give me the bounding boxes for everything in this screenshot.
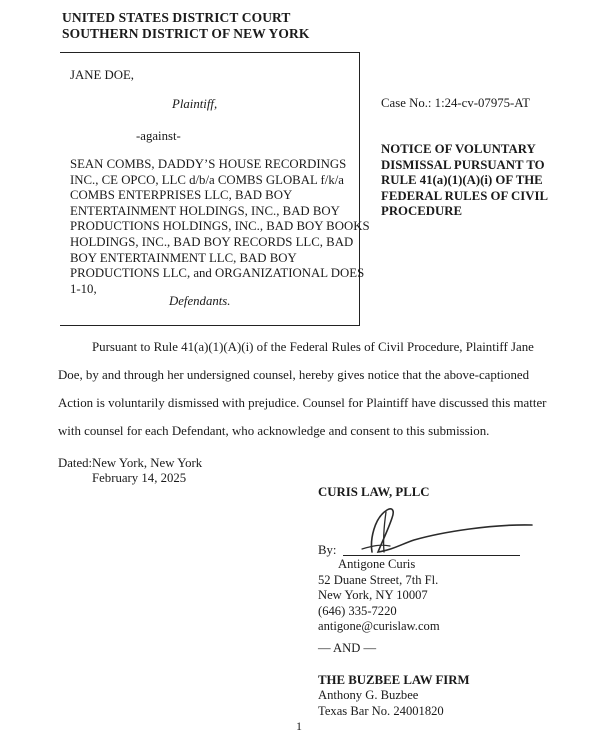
address-line2: New York, NY 10007 [318, 588, 428, 602]
title-line: DISMISSAL PURSUANT TO [381, 157, 545, 172]
signer-name: Antigone Curis [338, 557, 416, 571]
second-attorney-name: Anthony G. Buzbee [318, 688, 419, 702]
defendants-line: BOY ENTERTAINMENT LLC, BAD BOY [70, 250, 297, 265]
body-line: Action is voluntarily dismissed with prejudice. Counsel for Plaintiff have discussed this matter [58, 396, 547, 410]
title-line: PROCEDURE [381, 204, 463, 218]
court-heading [62, 10, 309, 42]
defendants-line: ENTERTAINMENT HOLDINGS, INC., BAD BOY [70, 203, 340, 218]
second-firm-name: THE BUZBEE LAW FIRM [318, 673, 470, 687]
and-separator: — AND — [318, 641, 377, 655]
defendants-role: Defendants. [169, 294, 231, 308]
defendants-line: SEAN COMBS, DADDY’S HOUSE RECORDINGS [70, 157, 347, 171]
title-line: FEDERAL RULES OF CIVIL [381, 188, 548, 203]
defendants-line: COMBS ENTERPRISES LLC, BAD BOY [70, 188, 293, 203]
email-address: antigone@curislaw.com [318, 619, 440, 633]
body-line: with counsel for each Defendant, who acknowledge and consent to this submission. [58, 424, 490, 438]
case-caption-box [60, 52, 370, 326]
body-line: Doe, by and through her undersigned counsel, hereby gives notice that the above-captioned [58, 368, 530, 382]
defendants-line: PRODUCTIONS HOLDINGS, INC., BAD BOY BOOKS [70, 219, 370, 234]
against-label: -against- [136, 129, 181, 143]
case-number: Case No.: 1:24-cv-07975-AT [381, 96, 530, 110]
title-line: RULE 41(a)(1)(A)(i) OF THE [381, 173, 543, 187]
defendants-line: 1-10, [70, 281, 97, 296]
dated-place: New York, New York [92, 456, 203, 470]
document-title [381, 142, 548, 220]
dated-label: Dated: [58, 456, 93, 470]
counsel-contact [318, 557, 440, 635]
body-line: Pursuant to Rule 41(a)(1)(A)(i) of the Federal Rules of Civil Procedure, Plaintiff Jane [92, 340, 534, 354]
court-name: UNITED STATES DISTRICT COURT [62, 10, 291, 25]
signature-line [343, 555, 520, 556]
firm-name: CURIS LAW, PLLC [318, 485, 430, 499]
plaintiff-role: Plaintiff, [172, 97, 218, 111]
defendants-line: INC., CE OPCO, LLC d/b/a COMBS GLOBAL f/k/a [70, 172, 344, 187]
by-label: By: [318, 543, 337, 557]
dated-date: February 14, 2025 [92, 471, 187, 485]
plaintiff-name: JANE DOE, [70, 68, 134, 82]
court-district: SOUTHERN DISTRICT OF NEW YORK [62, 26, 310, 41]
defendants-list [70, 157, 370, 297]
bar-number: Texas Bar No. 24001820 [318, 703, 444, 718]
phone-number: (646) 335-7220 [318, 603, 397, 618]
address-line1: 52 Duane Street, 7th Fl. [318, 572, 439, 587]
second-firm-contact [318, 688, 444, 719]
defendants-line: HOLDINGS, INC., BAD BOY RECORDS LLC, BAD [70, 234, 354, 249]
title-line: NOTICE OF VOLUNTARY [381, 142, 536, 156]
handwritten-signature [342, 500, 542, 560]
defendants-line: PRODUCTIONS LLC, and ORGANIZATIONAL DOES [70, 266, 365, 281]
page-number: 1 [296, 719, 302, 733]
